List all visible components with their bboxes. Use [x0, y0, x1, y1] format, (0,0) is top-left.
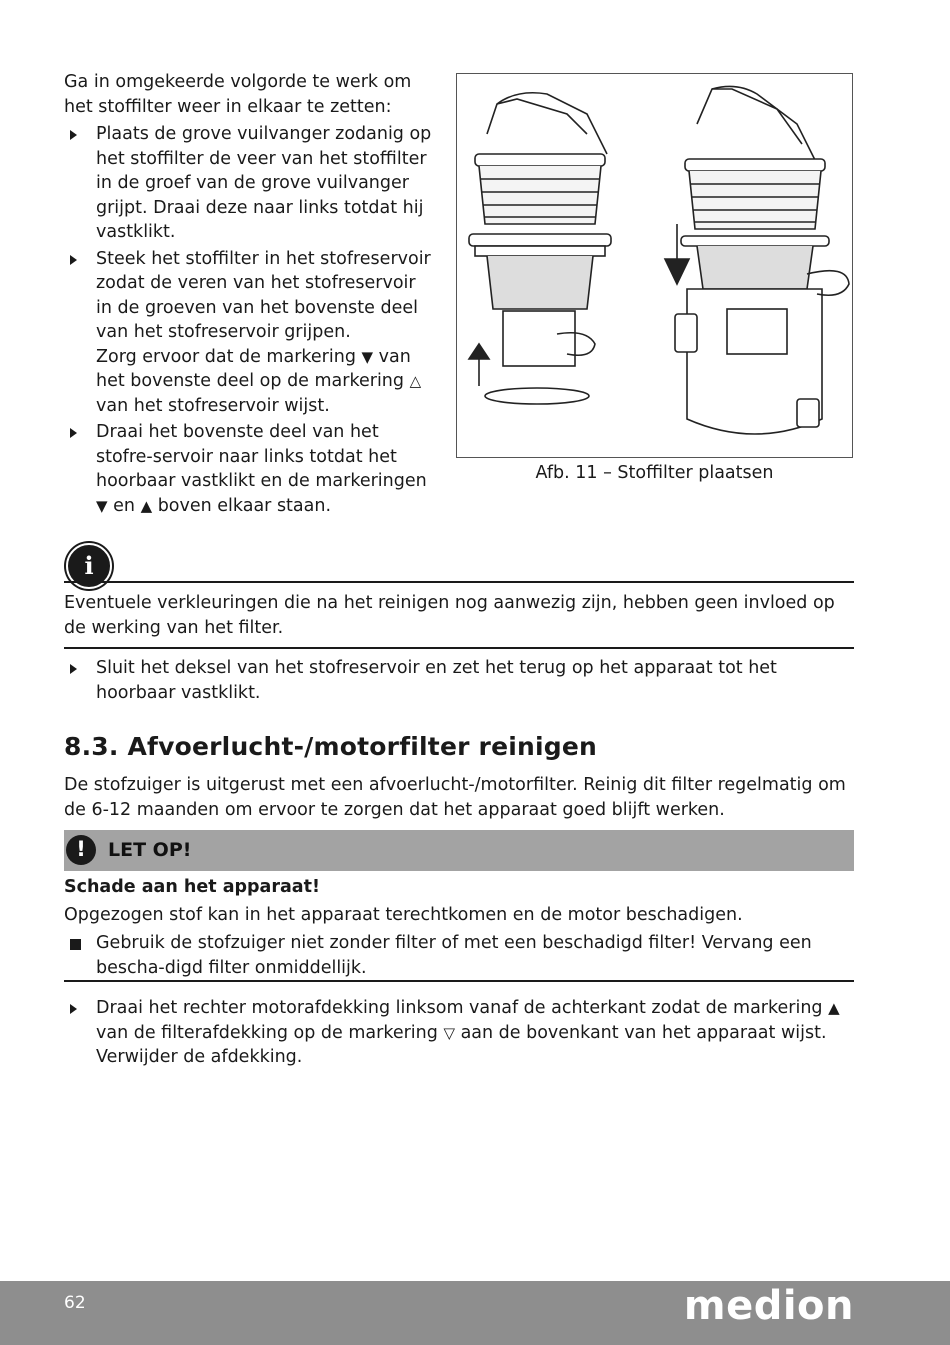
- info-note-text: Eventuele verkleuringen die na het reinigen nog aanwezig zijn, hebben geen invloed op de werking van het filter.: [64, 593, 835, 638]
- section-title: 8.3. Afvoerlucht-/motorfilter reinigen: [64, 732, 598, 761]
- last-step-list: [64, 996, 854, 1070]
- warning-bar: [64, 830, 854, 871]
- list-item: Sluit het deksel van het stofreservoir en zet het terug op het apparaat tot het hoorbaar vastklikt.: [64, 656, 854, 705]
- list-item: Gebruik de stofzuiger niet zonder filter of met een beschadigd filter! Vervang een bescha-digd filter onmiddellijk.: [64, 931, 854, 980]
- marker-up-filled-icon: ▲: [140, 496, 153, 515]
- steps-top-list: [64, 122, 436, 518]
- warning-divider: [64, 980, 854, 982]
- warning-text: Opgezogen stof kan in het apparaat terechtkomen en de motor beschadigen.: [64, 905, 743, 925]
- dust-filter-illustration-icon: [457, 74, 852, 457]
- list-item: Steek het stoffilter in het stofreservoir zodat de veren van het stofreservoir in de groeven van het bovenste deel van het stofreservoir grijpen. Zorg ervoor dat de markering ▼ van het bovenste deel op de markering △ van het stofreservoir wijst.: [64, 247, 436, 419]
- warning-subtitle: Schade aan het apparaat!: [64, 877, 320, 897]
- marker-up-outline-icon: △: [409, 372, 422, 390]
- bullet-arrow-icon: [70, 664, 77, 674]
- info-icon: i: [66, 543, 112, 589]
- warning-bullet-list: [64, 931, 854, 980]
- bullet-arrow-icon: [70, 255, 77, 265]
- list-item: Draai het bovenste deel van het stofre-servoir naar links totdat het hoorbaar vastklikt en de markeringen ▼ en ▲ boven elkaar staan.: [64, 420, 436, 518]
- warning-icon: !: [66, 835, 96, 865]
- figure-illustration: [456, 73, 853, 458]
- intro-text: Ga in omgekeerde volgorde te werk om het stoffilter weer in elkaar te zetten:: [64, 72, 412, 117]
- list-item: Draai het rechter motorafdekking linksom vanaf de achterkant zodat de markering ▲ van de filterafdekking op de markering ▽ aan de bovenkant van het apparaat wijst. Verwijder de afdekking.: [64, 996, 854, 1070]
- section-intro: De stofzuiger is uitgerust met een afvoerlucht-/motorfilter. Reinig dit filter regelmatig om de 6-12 maanden om ervoor te zorgen dat het apparaat goed blijft werken.: [64, 775, 846, 820]
- brand-logo: medion: [683, 1283, 854, 1329]
- bullet-arrow-icon: [70, 1004, 77, 1014]
- bullet-arrow-icon: [70, 130, 77, 140]
- page-footer: [0, 1281, 950, 1345]
- marker-down-filled-icon: ▼: [361, 347, 374, 366]
- marker-down-outline-icon: ▽: [443, 1023, 455, 1042]
- bullet-square-icon: [70, 939, 81, 950]
- page-number: 62: [64, 1293, 86, 1313]
- marker-up-filled-icon: ▲: [828, 999, 840, 1017]
- list-item: Plaats de grove vuilvanger zodanig op het stoffilter de veer van het stoffilter in de groef van de grove vuilvanger grijpt. Draai deze naar links totdat hij vastklikt.: [64, 122, 436, 245]
- marker-down-filled-icon: ▼: [96, 496, 108, 515]
- info-divider-top: [64, 581, 854, 583]
- info-divider-bottom: [64, 647, 854, 649]
- warning-label: LET OP!: [108, 839, 192, 861]
- close-step-list: [64, 656, 854, 705]
- figure-caption: Afb. 11 – Stoffilter plaatsen: [535, 463, 774, 483]
- bullet-arrow-icon: [70, 428, 77, 438]
